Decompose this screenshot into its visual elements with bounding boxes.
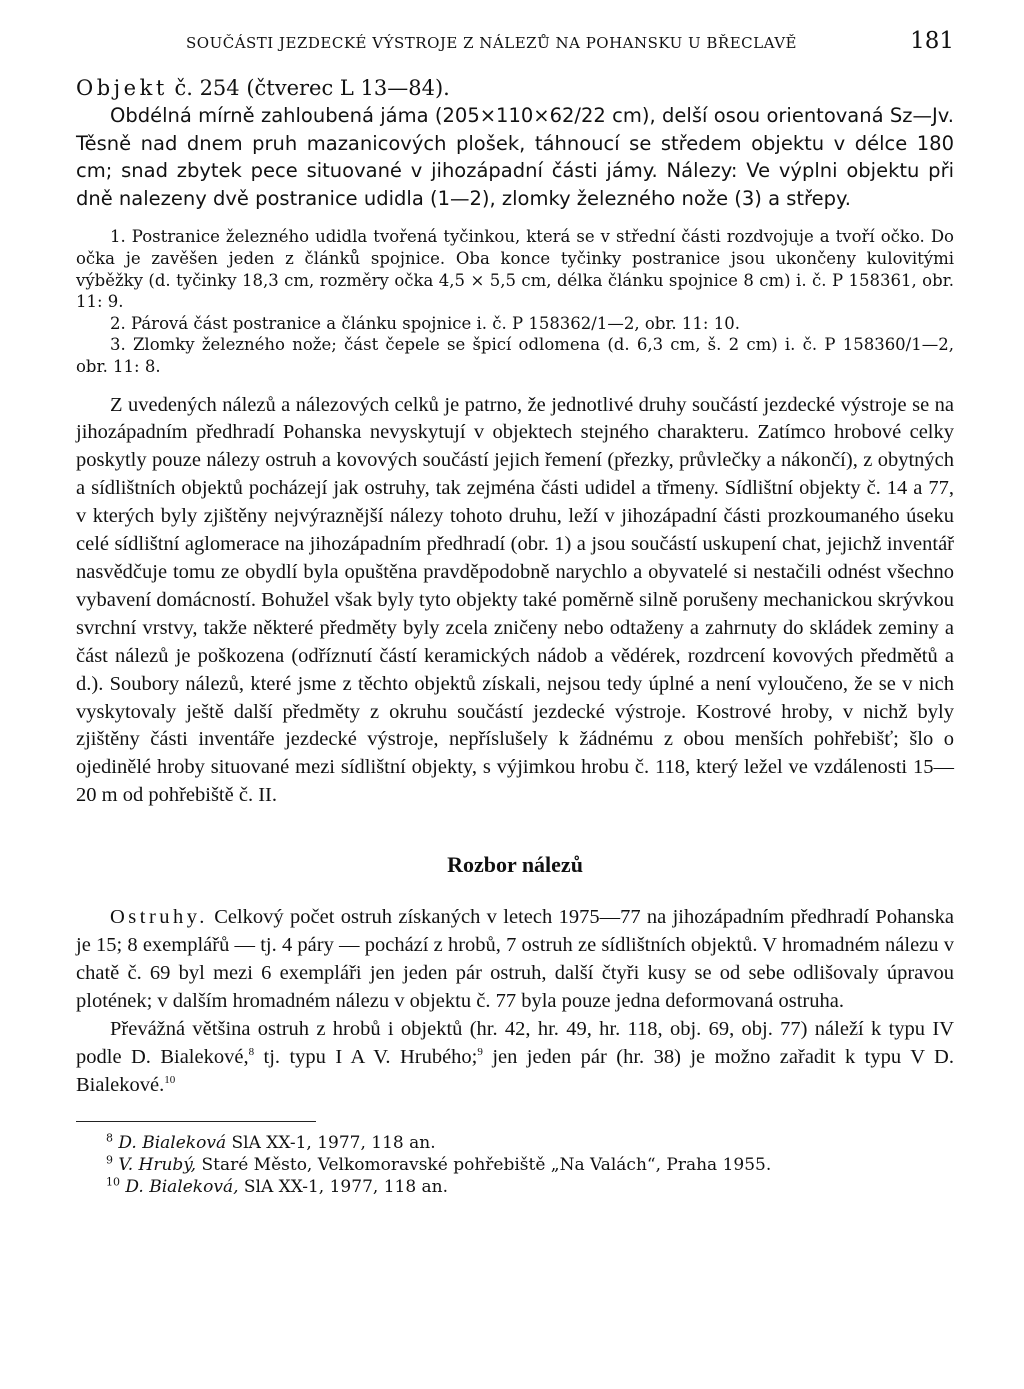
footnote-text: SlA XX-1, 1977, 118 an. bbox=[238, 1177, 449, 1198]
footnote-number: 9 bbox=[106, 1153, 113, 1167]
types-text-c: jen jeden pár (hr. 38) je možno zařadit k typu V D. Bialekové. bbox=[76, 1045, 954, 1096]
objekt-heading bbox=[76, 74, 954, 102]
main-paragraph: Z uvedených nálezů a nálezových celků je patrno, že jednotlivé druhy součástí jezdecké výstroje se na jihozápadním předhradí Pohanska nevyskytují v objektech stejného charakteru. Zatímco hrobové celky poskytly pouze nálezy ostruh a kovových součástí jejich řemení (přezky, průvlečky a nákončí), z obytných a sídlištních objektů pocházejí jak ostruhy, tak zejména části udidel a třmeny. Sídlištní objekty č. 14 a 77, v kterých byly zjištěny nejvýraznější nálezy tohoto druhu, leží v jihozápadní části prozkoumaného úseku celé sídlištní aglomerace na jihozápadním předhradí (obr. 1) a jsou součástí uskupení chat, jejichž inventář nasvědčuje tomu ze obydlí byla opuštěna pravděpodobně narychlo a obyvatelé si nestačili odnést všechno vybavení domácností. Bohužel však byly tyto objekty také poměrně silně porušeny mechanickou skrývkou svrchní vrstvy, takže některé předměty byly zcela zničeny nebo odtaženy a zahrnuty do skládek zeminy a část nálezů je poškozena (odříznutí částí keramických nádob a vědérek, rozdrcení kovových předmětů a d.). Soubory nálezů, které jsme z těchto objektů získali, nejsou tedy úplné a není vyloučeno, že se v nich vyskytovaly ještě další předměty z okruhu součástí jezdecké výstroje. Kostrové hroby, v nichž byly zjištěny části inventáře jezdecké výstroje, nepříslušely k žádnému z obou menších pohřebišť; šlo o ojedinělé hroby situované mezi sídlištní objekty, s výjimkou hrobu č. 118, který ležel ve vzdálenosti 15—20 m od pohřebiště č. II. bbox=[76, 393, 954, 807]
ostruhy-paragraph bbox=[76, 904, 954, 1016]
footnote bbox=[76, 1132, 954, 1154]
types-text-a: Převážná většina ostruh z hrobů i objektů (hr. 42, hr. 49, hr. 118, obj. 69, obj. 77) náleží k typu IV podle D. Bialekové, bbox=[76, 1017, 954, 1068]
ostruhy-label: Ostruhy. bbox=[110, 906, 208, 929]
find-item-2: 2. Párová část postranice a článku spojnice i. č. P 158362/1—2, obr. 11: 10. bbox=[110, 313, 740, 333]
running-header bbox=[76, 24, 954, 64]
running-title: SOUČÁSTI JEZDECKÉ VÝSTROJE Z NÁLEZŮ NA POHANSKU U BŘECLAVĚ bbox=[186, 34, 797, 52]
find-item-1: 1. Postranice železného udidla tvořená tyčinkou, která se v střední části rozdvojuje a tvoří očko. Do očka je zavěšen jeden z článků spojnice. Oba konce tyčinky postranice jsou ukončeny kulovitými výběžky (d. tyčinky 18,3 cm, rozměry očka 4,5 × 5,5 cm, délka článku spojnice 8 cm) i. č. P 158361, obr. 11: 9. bbox=[76, 227, 954, 312]
footnote-author: D. Bialeková, bbox=[125, 1177, 239, 1198]
footnote-number: 8 bbox=[106, 1131, 113, 1145]
footnote-number: 10 bbox=[106, 1175, 120, 1189]
types-paragraph bbox=[76, 1016, 954, 1100]
page bbox=[76, 24, 954, 1198]
footnote bbox=[76, 1154, 954, 1176]
footnote-author: D. Bialeková bbox=[118, 1133, 227, 1154]
footnote-rule bbox=[76, 1121, 316, 1122]
footnote-author: V. Hrubý, bbox=[118, 1155, 197, 1176]
types-text-b: tj. typu I A V. Hrubého; bbox=[254, 1045, 478, 1068]
objekt-number: č. 254 (čtverec L 13—84). bbox=[174, 76, 450, 100]
footnote-ref-9[interactable]: 9 bbox=[477, 1045, 483, 1058]
footnote-text: Staré Město, Velkomoravské pohřebiště „Na Valách“, Praha 1955. bbox=[196, 1155, 772, 1176]
objekt-label: Objekt bbox=[76, 76, 168, 100]
page-number: 181 bbox=[910, 28, 954, 54]
ostruhy-text: Celkový počet ostruh získaných v letech 1975—77 na jihozápadním předhradí Pohanska je 15; 8 exemplářů — tj. 4 páry — pochází z hrobů, 7 ostruh ze sídlištních objektů. V hromadném nálezu v chatě č. 69 byl mezi 6 exempláři jen jeden pár ostruh, další čtyři kusy se od sebe odlišovaly úpravou plotének; v dalším hromadném nálezu v objektu č. 77 byla pouze jedna deformovaná ostruha. bbox=[76, 906, 955, 1012]
section-title: Rozbor nálezů bbox=[447, 852, 583, 878]
find-item-3: 3. Zlomky železného nože; část čepele se špicí odlomena (d. 6,3 cm, š. 2 cm) i. č. P 158360/1—2, obr. 11: 8. bbox=[76, 335, 954, 376]
footnote-text: SlA XX-1, 1977, 118 an. bbox=[226, 1133, 436, 1154]
objekt-description: Obdélná mírně zahloubená jáma (205×110×62/22 cm), delší osou orientovaná Sz—Jv. Těsně nad dnem pruh mazanicových plošek, táhnoucí se středem objektu v délce 180 cm; snad zbytek pece situované v jihozápadní části jámy. Nálezy: Ve výplni objektu při dně nalezeny dvě postranice udidla (1—2), zlomky železného nože (3) a střepy. bbox=[76, 104, 954, 210]
footnote-ref-8[interactable]: 8 bbox=[248, 1045, 255, 1058]
footnote bbox=[76, 1176, 954, 1198]
footnote-ref-10[interactable]: 10 bbox=[164, 1073, 176, 1086]
